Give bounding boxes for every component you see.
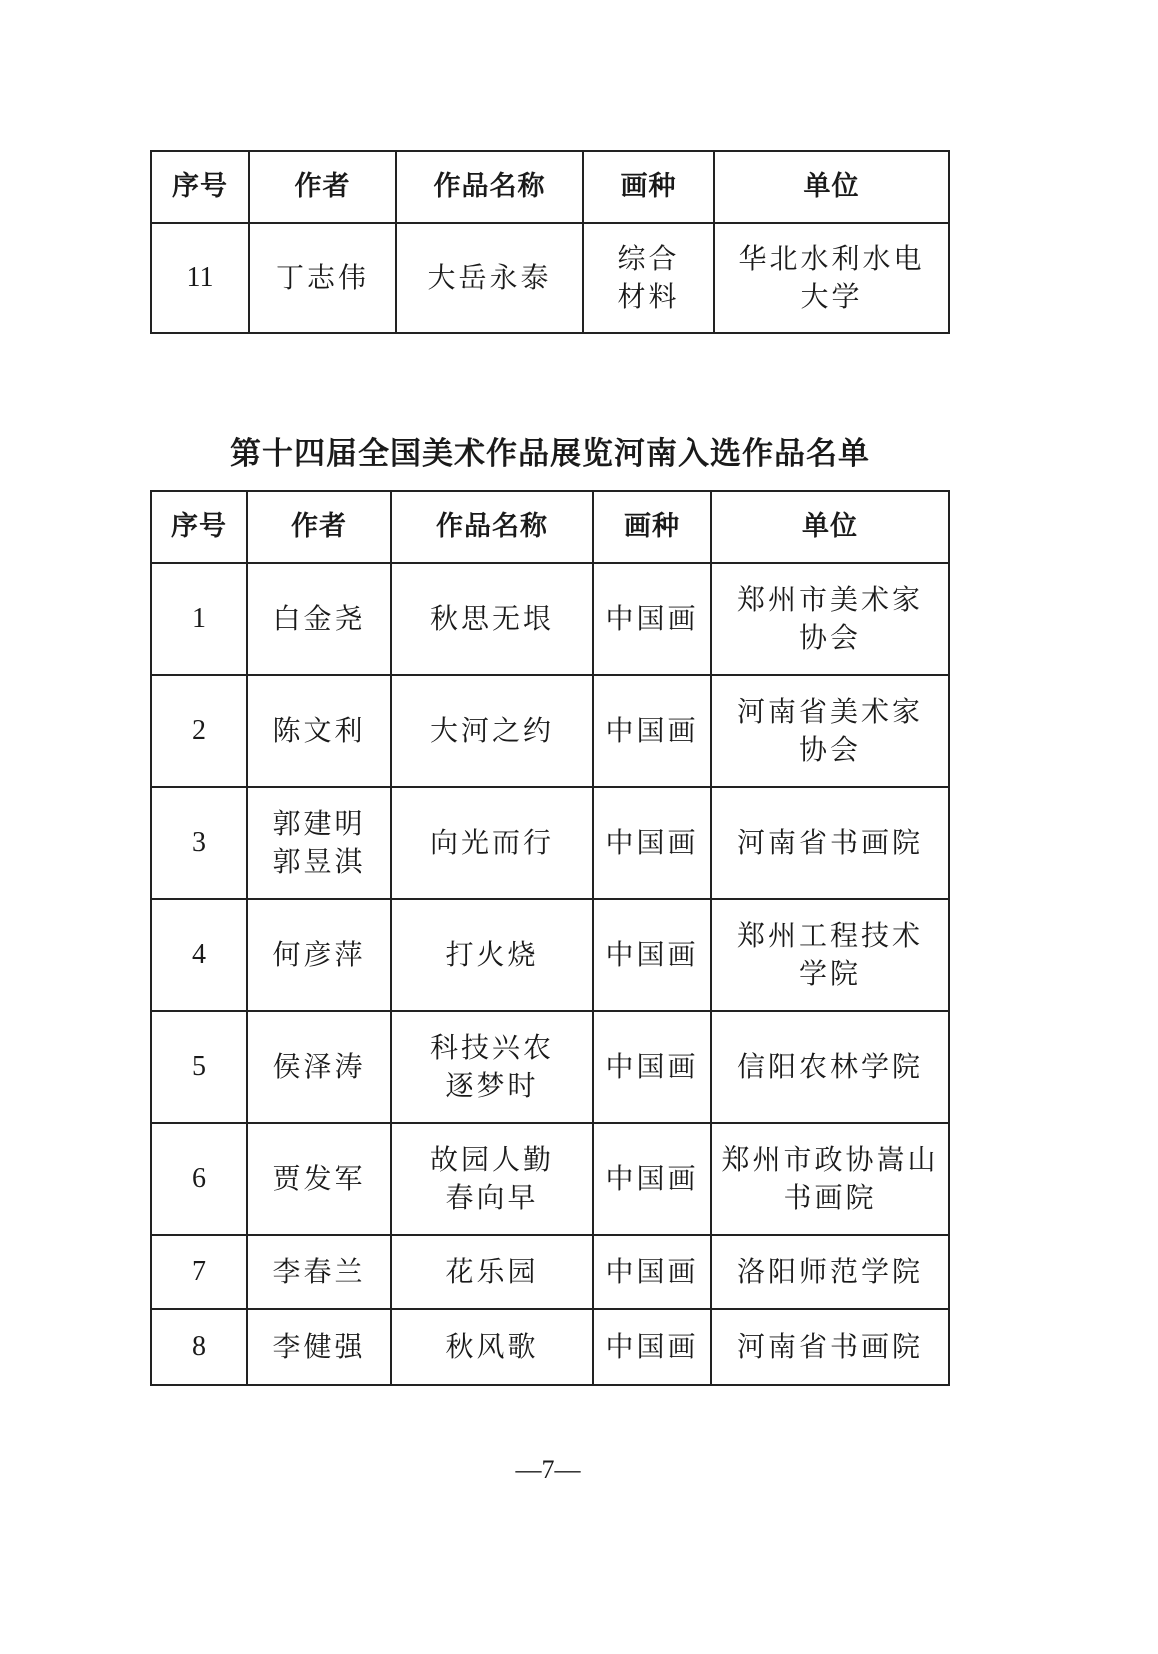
cell-unit-line: 学院: [798, 957, 861, 990]
table-row: [151, 1309, 949, 1385]
table-row: [151, 675, 949, 787]
cell-type: [583, 223, 714, 333]
cell-author: [247, 563, 391, 675]
section-title: 第十四届全国美术作品展览河南入选作品名单: [230, 436, 870, 472]
cell-author: [247, 787, 391, 899]
cell-unit: [711, 1011, 949, 1123]
cell-type-line: 中国画: [605, 826, 699, 859]
cell-author: [247, 1309, 391, 1385]
cell-author-line: 李健强: [272, 1330, 366, 1363]
table-row: [151, 563, 949, 675]
header-unit: 单位: [714, 151, 949, 223]
header-title: 作品名称: [391, 491, 593, 563]
cell-type-line: 中国画: [605, 602, 699, 635]
cell-title-line: 秋思无垠: [429, 602, 554, 635]
cell-type-line: 综合: [617, 242, 680, 275]
cell-no: 11: [151, 223, 249, 333]
cell-unit-line: 协会: [798, 733, 861, 766]
cell-no: 1: [151, 563, 247, 675]
header-title: 作品名称: [396, 151, 583, 223]
cell-type-line: 中国画: [605, 1162, 699, 1195]
cell-no: 7: [151, 1235, 247, 1309]
cell-title: [396, 223, 583, 333]
cell-unit-line: 大学: [800, 280, 863, 313]
cell-author: [247, 675, 391, 787]
cell-type: [593, 1011, 711, 1123]
table-row: [151, 1235, 949, 1309]
cell-type: [593, 1235, 711, 1309]
cell-author: [247, 899, 391, 1011]
cell-unit-line: 协会: [798, 621, 861, 654]
cell-type-line: 中国画: [605, 938, 699, 971]
cell-unit: [711, 787, 949, 899]
cell-type: [593, 563, 711, 675]
cell-unit: [711, 675, 949, 787]
cell-title-line: 逐梦时: [445, 1069, 539, 1102]
cell-author-line: 侯泽涛: [272, 1050, 366, 1083]
table-header-row: [151, 491, 949, 563]
cell-no: 4: [151, 899, 247, 1011]
cell-author-line: 陈文利: [272, 714, 366, 747]
cell-type-line: 中国画: [605, 714, 699, 747]
cell-title: [391, 899, 593, 1011]
cell-author-line: 白金尧: [272, 602, 366, 635]
cell-title-line: 大岳永泰: [427, 261, 552, 294]
header-no: 序号: [151, 491, 247, 563]
cell-author-line: 李春兰: [272, 1255, 366, 1288]
cell-unit-line: 河南省书画院: [736, 826, 923, 859]
cell-title-line: 故园人勤: [429, 1143, 554, 1176]
cell-unit-line: 郑州工程技术: [736, 919, 923, 952]
header-type: 画种: [583, 151, 714, 223]
cell-unit: [711, 1123, 949, 1235]
cell-title: [391, 563, 593, 675]
cell-title-line: 打火烧: [445, 938, 539, 971]
cell-title-line: 科技兴农: [429, 1031, 554, 1064]
table-row: [151, 787, 949, 899]
table-row: [151, 223, 949, 333]
cell-author: [247, 1123, 391, 1235]
cell-unit-line: 华北水利水电: [738, 242, 925, 275]
cell-unit-line: 河南省美术家: [736, 695, 923, 728]
cell-author-line: 何彦萍: [272, 938, 366, 971]
cell-unit-line: 信阳农林学院: [736, 1050, 923, 1083]
page-number: —7—: [515, 1455, 581, 1484]
table-row: [151, 1011, 949, 1123]
cell-type: [593, 1123, 711, 1235]
cell-type: [593, 675, 711, 787]
cell-title: [391, 787, 593, 899]
cell-unit: [711, 1235, 949, 1309]
cell-unit: [711, 563, 949, 675]
cell-title-line: 大河之约: [429, 714, 554, 747]
header-no: 序号: [151, 151, 249, 223]
table-row: [151, 1123, 949, 1235]
cell-no: 8: [151, 1309, 247, 1385]
cell-no: 6: [151, 1123, 247, 1235]
cell-title-line: 花乐园: [445, 1255, 539, 1288]
cell-title: [391, 1123, 593, 1235]
cell-type: [593, 899, 711, 1011]
header-author: 作者: [249, 151, 396, 223]
header-type: 画种: [593, 491, 711, 563]
cell-type: [593, 1309, 711, 1385]
cell-unit-line: 洛阳师范学院: [736, 1255, 923, 1288]
cell-type-line: 中国画: [605, 1330, 699, 1363]
cell-unit: [714, 223, 949, 333]
cell-title-line: 秋风歌: [445, 1330, 539, 1363]
selected-works-table: [150, 490, 950, 1386]
cell-title-line: 春向早: [445, 1181, 539, 1214]
cell-unit-line: 郑州市美术家: [736, 583, 923, 616]
cell-title-line: 向光而行: [429, 826, 554, 859]
cell-type-line: 材料: [617, 280, 680, 313]
cell-no: 5: [151, 1011, 247, 1123]
cell-author: [247, 1235, 391, 1309]
continued-table: [150, 150, 950, 334]
header-unit: 单位: [711, 491, 949, 563]
cell-title: [391, 675, 593, 787]
cell-title: [391, 1309, 593, 1385]
cell-unit: [711, 1309, 949, 1385]
table-row: [151, 899, 949, 1011]
cell-title: [391, 1235, 593, 1309]
cell-author: [249, 223, 396, 333]
table-header-row: [151, 151, 949, 223]
cell-no: 3: [151, 787, 247, 899]
cell-author-line: 丁志伟: [275, 261, 369, 294]
cell-type: [593, 787, 711, 899]
cell-type-line: 中国画: [605, 1255, 699, 1288]
cell-unit-line: 书画院: [783, 1181, 877, 1214]
cell-type-line: 中国画: [605, 1050, 699, 1083]
cell-author-line: 贾发军: [272, 1162, 366, 1195]
cell-author: [247, 1011, 391, 1123]
cell-unit-line: 河南省书画院: [736, 1330, 923, 1363]
cell-unit-line: 郑州市政协嵩山: [721, 1143, 939, 1176]
cell-author-line: 郭昱淇: [272, 845, 366, 878]
cell-no: 2: [151, 675, 247, 787]
cell-author-line: 郭建明: [272, 807, 366, 840]
cell-title: [391, 1011, 593, 1123]
header-author: 作者: [247, 491, 391, 563]
cell-unit: [711, 899, 949, 1011]
